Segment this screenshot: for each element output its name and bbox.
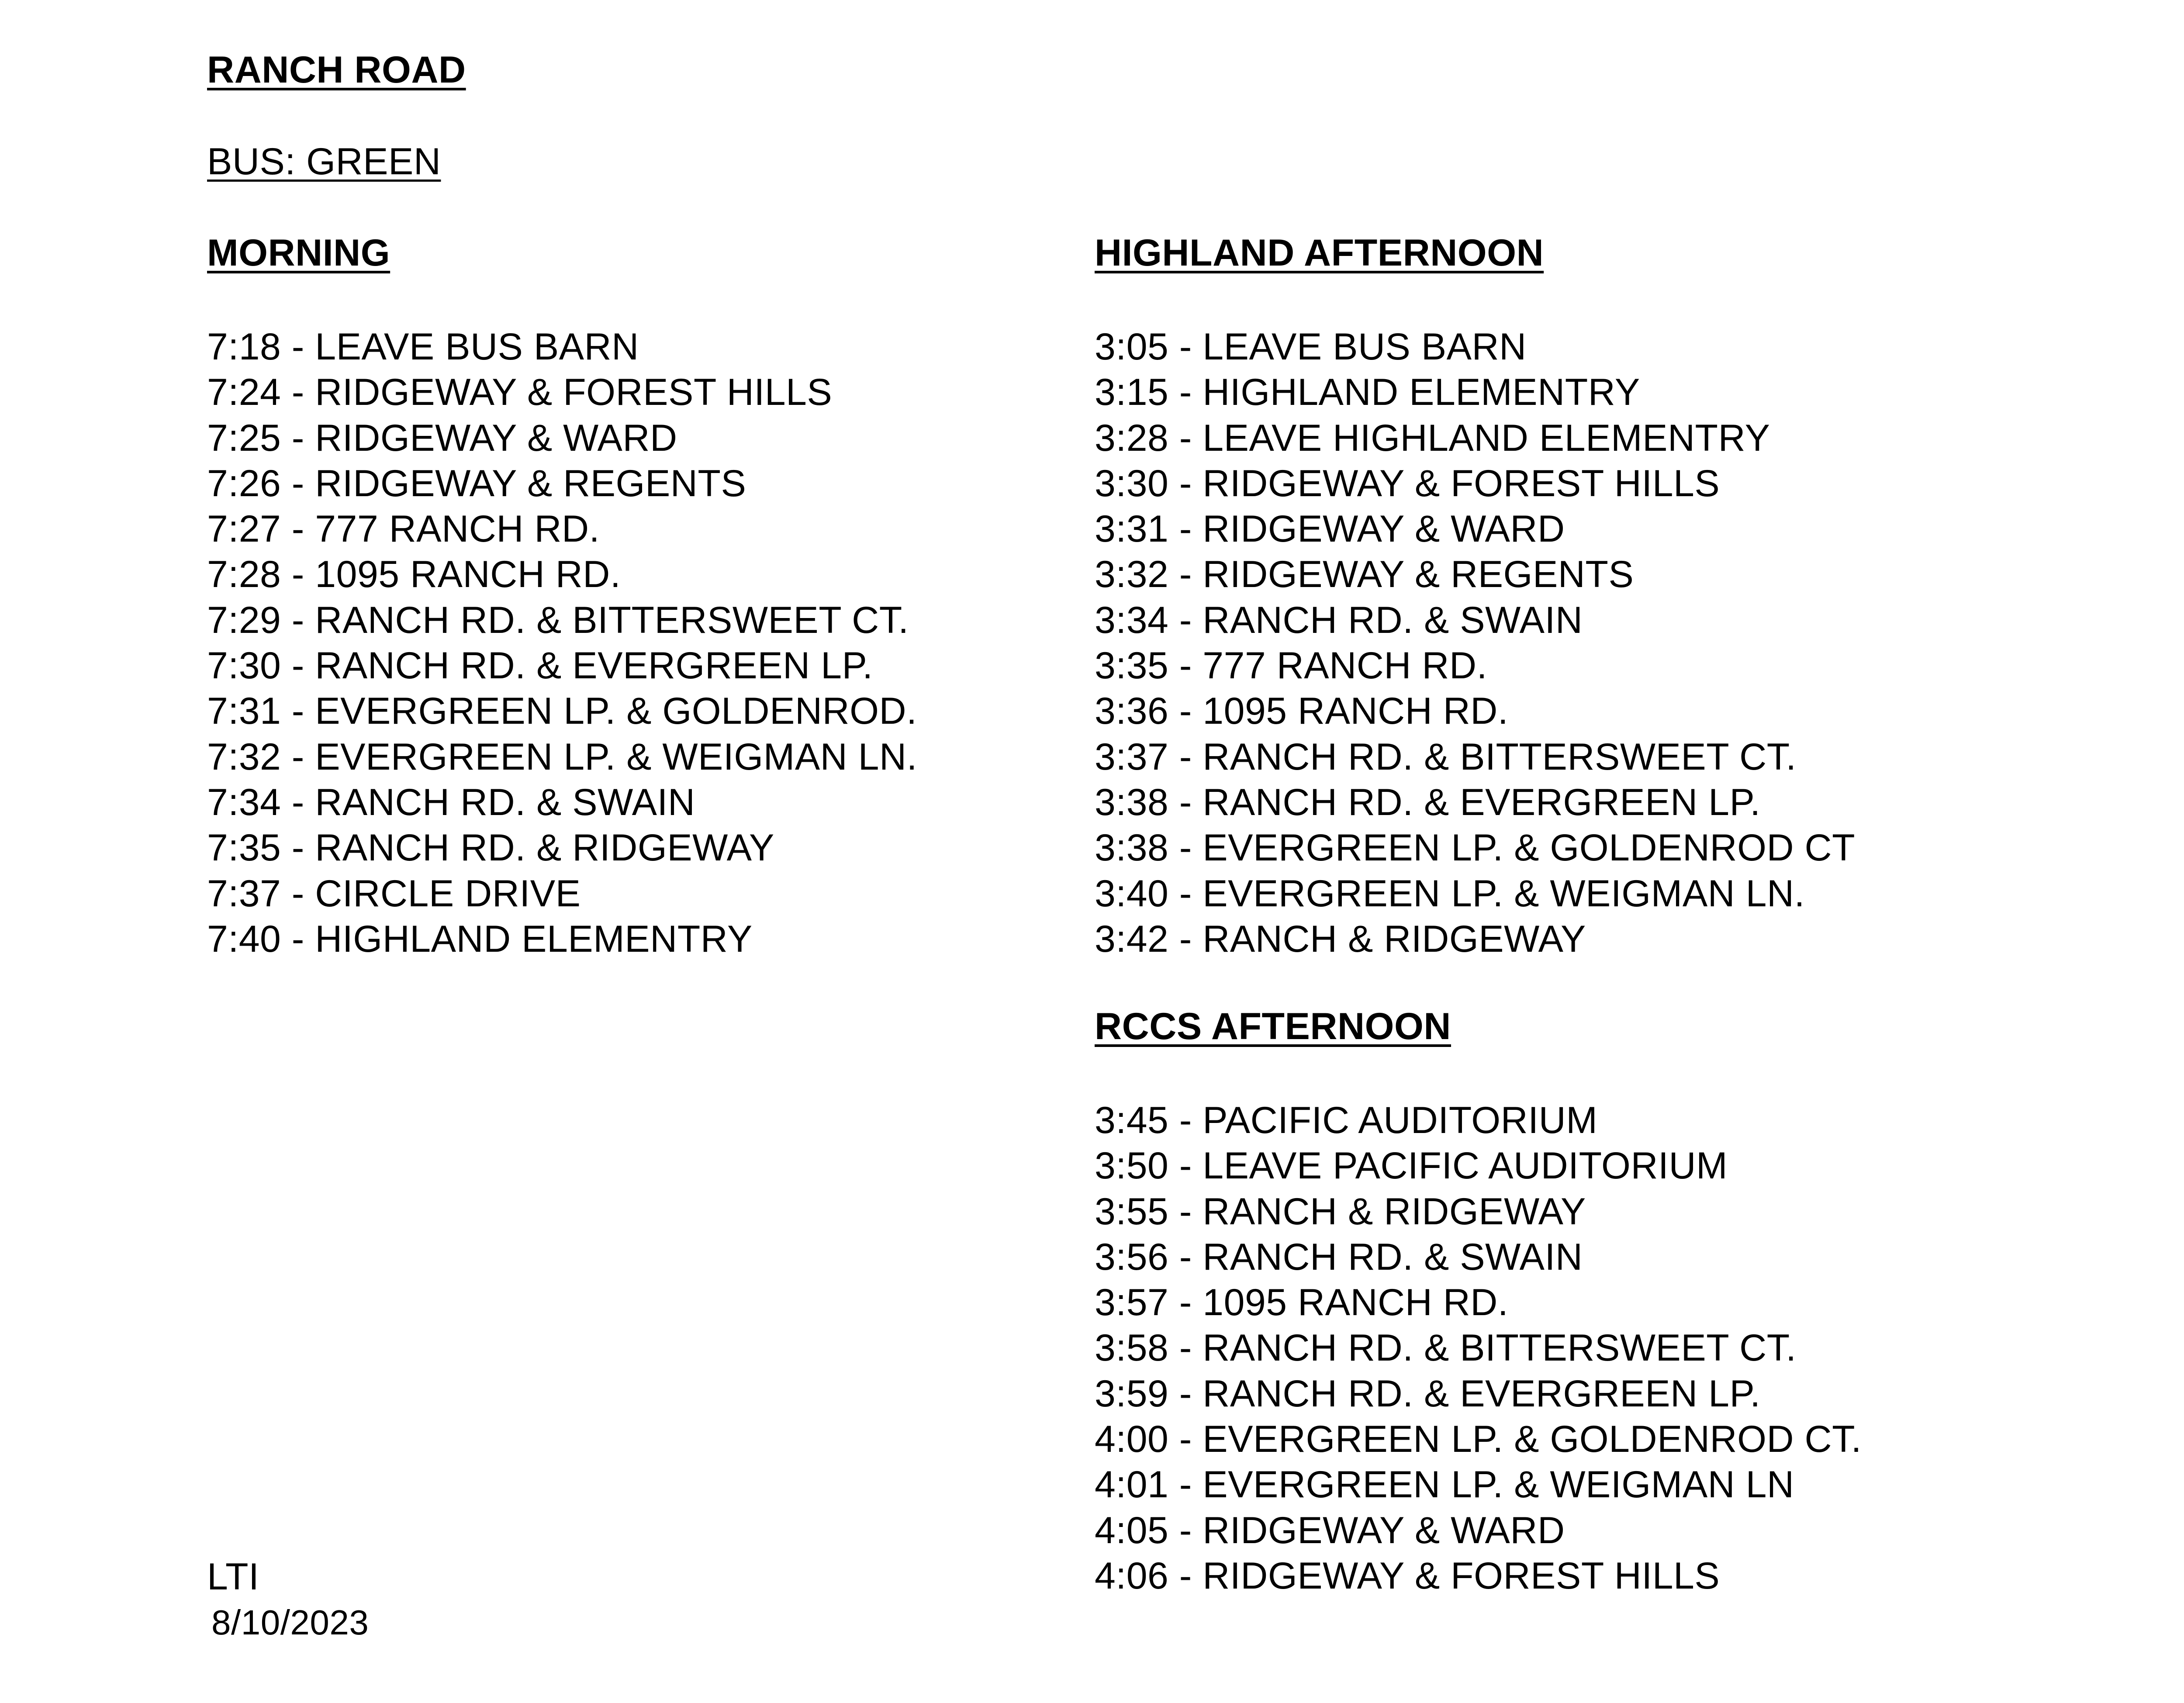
highland-stop: 3:32 - RIDGEWAY & REGENTS <box>1095 553 1634 596</box>
morning-stop: 7:27 - 777 RANCH RD. <box>207 508 600 550</box>
morning-stop: 7:18 - LEAVE BUS BARN <box>207 326 639 368</box>
rccs-stop: 4:06 - RIDGEWAY & FOREST HILLS <box>1095 1554 1720 1597</box>
morning-stop: 7:31 - EVERGREEN LP. & GOLDENROD. <box>207 690 917 732</box>
morning-stop: 7:30 - RANCH RD. & EVERGREEN LP. <box>207 645 873 687</box>
footer-date: 8/10/2023 <box>211 1603 369 1642</box>
morning-heading: MORNING <box>207 232 390 274</box>
rccs-stop: 3:57 - 1095 RANCH RD. <box>1095 1282 1509 1324</box>
highland-stop: 3:42 - RANCH & RIDGEWAY <box>1095 918 1586 960</box>
morning-stop-list <box>207 324 917 962</box>
highland-stop: 3:38 - EVERGREEN LP. & GOLDENROD CT <box>1095 827 1856 869</box>
morning-stop: 7:35 - RANCH RD. & RIDGEWAY <box>207 827 774 869</box>
rccs-stop: 3:56 - RANCH RD. & SWAIN <box>1095 1236 1583 1278</box>
morning-stop: 7:25 - RIDGEWAY & WARD <box>207 417 677 459</box>
rccs-stop: 3:45 - PACIFIC AUDITORIUM <box>1095 1099 1598 1141</box>
morning-stop: 7:32 - EVERGREEN LP. & WEIGMAN LN. <box>207 736 918 778</box>
rccs-afternoon-heading: RCCS AFTERNOON <box>1095 1005 1451 1047</box>
morning-stop: 7:26 - RIDGEWAY & REGENTS <box>207 462 746 504</box>
rccs-stop: 3:55 - RANCH & RIDGEWAY <box>1095 1190 1586 1233</box>
rccs-stop: 3:58 - RANCH RD. & BITTERSWEET CT. <box>1095 1327 1797 1369</box>
morning-stop: 7:40 - HIGHLAND ELEMENTRY <box>207 918 753 960</box>
rccs-afternoon-stop-list <box>1095 1098 1862 1599</box>
bus-label: BUS: GREEN <box>207 141 441 183</box>
highland-stop: 3:15 - HIGHLAND ELEMENTRY <box>1095 371 1640 414</box>
rccs-stop: 3:50 - LEAVE PACIFIC AUDITORIUM <box>1095 1145 1728 1187</box>
rccs-stop: 4:00 - EVERGREEN LP. & GOLDENROD CT. <box>1095 1418 1862 1461</box>
highland-stop: 3:37 - RANCH RD. & BITTERSWEET CT. <box>1095 736 1797 778</box>
highland-stop: 3:05 - LEAVE BUS BARN <box>1095 326 1527 368</box>
highland-stop: 3:38 - RANCH RD. & EVERGREEN LP. <box>1095 781 1761 823</box>
rccs-stop: 4:01 - EVERGREEN LP. & WEIGMAN LN <box>1095 1464 1794 1506</box>
morning-stop: 7:24 - RIDGEWAY & FOREST HILLS <box>207 371 833 414</box>
morning-stop: 7:37 - CIRCLE DRIVE <box>207 872 581 915</box>
highland-stop: 3:34 - RANCH RD. & SWAIN <box>1095 599 1583 641</box>
highland-stop: 3:31 - RIDGEWAY & WARD <box>1095 508 1565 550</box>
rccs-stop: 3:59 - RANCH RD. & EVERGREEN LP. <box>1095 1372 1761 1415</box>
route-title: RANCH ROAD <box>207 49 466 91</box>
rccs-stop: 4:05 - RIDGEWAY & WARD <box>1095 1509 1565 1551</box>
morning-stop: 7:29 - RANCH RD. & BITTERSWEET CT. <box>207 599 909 641</box>
morning-stop: 7:34 - RANCH RD. & SWAIN <box>207 781 695 823</box>
highland-stop: 3:36 - 1095 RANCH RD. <box>1095 690 1509 732</box>
highland-afternoon-stop-list <box>1095 324 1855 962</box>
footer-author: LTI <box>207 1556 259 1598</box>
highland-stop: 3:40 - EVERGREEN LP. & WEIGMAN LN. <box>1095 872 1805 915</box>
highland-stop: 3:30 - RIDGEWAY & FOREST HILLS <box>1095 462 1720 504</box>
highland-stop: 3:28 - LEAVE HIGHLAND ELEMENTRY <box>1095 417 1770 459</box>
morning-stop: 7:28 - 1095 RANCH RD. <box>207 553 621 596</box>
highland-stop: 3:35 - 777 RANCH RD. <box>1095 645 1487 687</box>
highland-afternoon-heading: HIGHLAND AFTERNOON <box>1095 232 1544 274</box>
